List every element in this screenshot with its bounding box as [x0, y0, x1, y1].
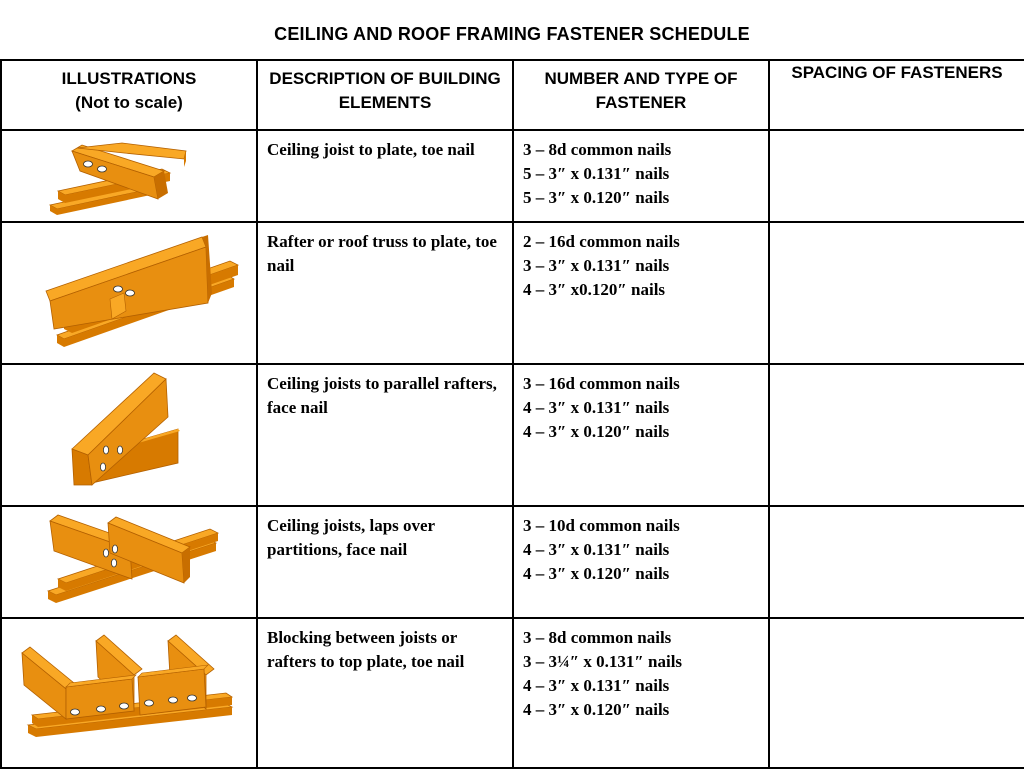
header-illustrations: [1, 60, 257, 130]
fastener-cell: 2 – 16d common nails 3 – 3″ x 0.131″ nails 4 – 3″ x0.120″ nails: [513, 222, 769, 364]
fastener-cell: 3 – 16d common nails 4 – 3″ x 0.131″ nails 4 – 3″ x 0.120″ nails: [513, 364, 769, 506]
fastener-cell: 3 – 8d common nails 3 – 3¼″ x 0.131″ nails 4 – 3″ x 0.131″ nails 4 – 3″ x 0.120″ nails: [513, 618, 769, 768]
illustration-cell: [1, 364, 257, 506]
page-title: CEILING AND ROOF FRAMING FASTENER SCHEDULE: [274, 24, 750, 44]
header-row: [1, 60, 1024, 130]
spacing-cell: [769, 506, 1024, 618]
table-row: [1, 618, 1024, 768]
description-cell: Ceiling joist to plate, toe nail: [257, 130, 513, 222]
table-row: [1, 130, 1024, 222]
joist-parallel-rafter-icon: [2, 365, 256, 505]
spacing-cell: [769, 364, 1024, 506]
spacing-cell: [769, 618, 1024, 768]
table-row: [1, 364, 1024, 506]
header-illustrations-label: ILLUSTRATIONS: [61, 69, 197, 88]
header-spacing: SPACING OF FASTENERS: [769, 60, 1024, 130]
header-fastener: NUMBER AND TYPE OF FASTENER: [513, 60, 769, 130]
fastener-schedule-table: [0, 59, 1024, 769]
spacing-cell: [769, 130, 1024, 222]
fastener-cell: 3 – 10d common nails 4 – 3″ x 0.131″ nails 4 – 3″ x 0.120″ nails: [513, 506, 769, 618]
description-cell: Blocking between joists or rafters to top plate, toe nail: [257, 618, 513, 768]
description-cell: Rafter or roof truss to plate, toe nail: [257, 222, 513, 364]
header-description: DESCRIPTION OF BUILDING ELEMENTS: [257, 60, 513, 130]
illustration-cell: [1, 618, 257, 768]
description-cell: Ceiling joists, laps over partitions, face nail: [257, 506, 513, 618]
ceiling-joist-toe-nail-icon: [2, 131, 256, 221]
description-cell: Ceiling joists to parallel rafters, face nail: [257, 364, 513, 506]
joist-lap-partition-icon: [2, 507, 256, 617]
table-row: [1, 506, 1024, 618]
illustration-cell: [1, 222, 257, 364]
spacing-cell: [769, 222, 1024, 364]
fastener-cell: 3 – 8d common nails 5 – 3″ x 0.131″ nails 5 – 3″ x 0.120″ nails: [513, 130, 769, 222]
header-not-to-scale: (Not to scale): [75, 93, 183, 112]
table-row: [1, 222, 1024, 364]
illustration-cell: [1, 130, 257, 222]
rafter-truss-toe-nail-icon: [2, 223, 256, 363]
illustration-cell: [1, 506, 257, 618]
blocking-joists-top-plate-icon: [2, 619, 256, 767]
